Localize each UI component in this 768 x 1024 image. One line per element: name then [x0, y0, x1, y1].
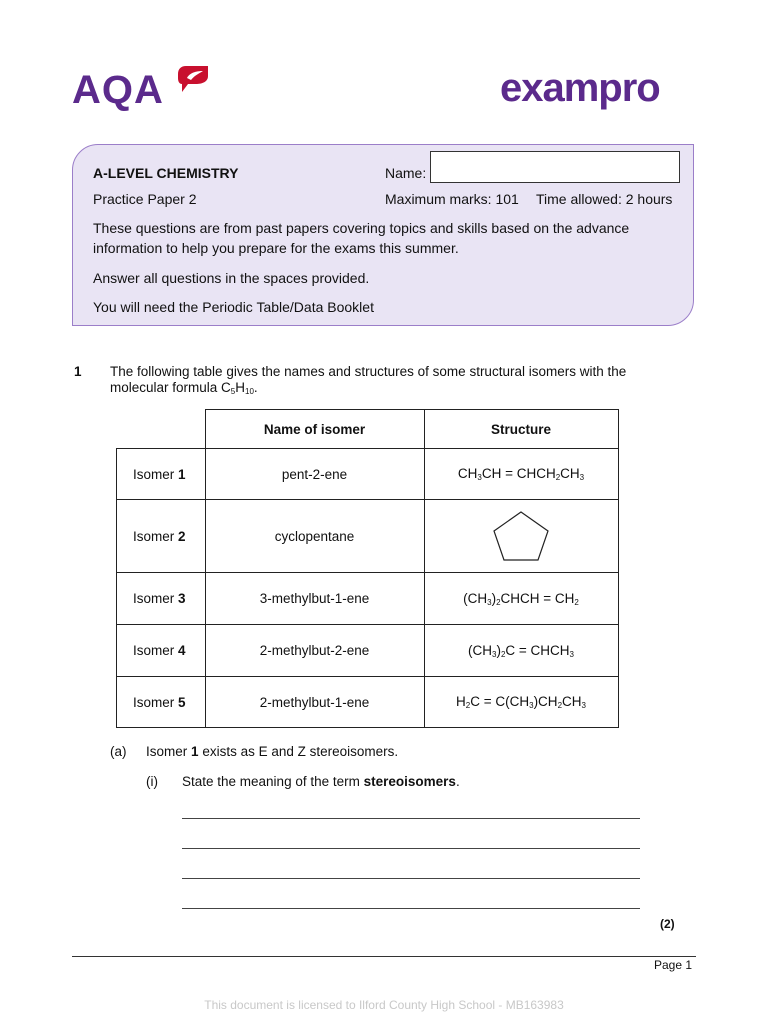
isomer-table — [116, 409, 619, 728]
isomer-structure: $(CH_3)_2C$ = $CHCH_3$ — [424, 625, 618, 677]
isomer-name: pent-2-ene — [205, 449, 424, 500]
isomer-label: Isomer 5 — [117, 677, 206, 728]
part-a-label: (a) — [110, 744, 127, 759]
part-a-text: Isomer 1 exists as E and Z stereoisomers. — [146, 744, 399, 759]
instructions-line-2: information to help you prepare for the exams this summer. — [93, 240, 459, 256]
aqa-logo-mark-icon — [178, 66, 208, 92]
isomer-label: Isomer 3 — [117, 573, 206, 625]
isomer-label: Isomer 2 — [117, 500, 206, 573]
isomer-structure: $H_2C = C(CH_3)CH_2CH_3$ — [424, 677, 618, 728]
table-row — [117, 500, 619, 573]
isomer-name: 2-methylbut-2-ene — [205, 625, 424, 677]
question-number: 1 — [74, 364, 82, 379]
question-intro — [110, 364, 690, 400]
instructions-line-1: These questions are from past papers covering topics and skills based on the advance — [93, 220, 630, 236]
table-corner — [117, 410, 206, 449]
instructions-answer: Answer all questions in the spaces provided. — [93, 270, 370, 286]
table-row — [117, 677, 619, 728]
answer-line[interactable] — [182, 848, 640, 849]
time-allowed: Time allowed: 2 hours — [536, 191, 673, 207]
paper-title: Practice Paper 2 — [93, 191, 197, 207]
footer-divider — [72, 956, 696, 957]
name-label: Name: — [385, 165, 427, 181]
marks-badge: (2) — [660, 917, 675, 931]
isomer-name: cyclopentane — [205, 500, 424, 573]
answer-line[interactable] — [182, 818, 640, 819]
subject-title: A-LEVEL CHEMISTRY — [93, 165, 239, 181]
table-row — [117, 449, 619, 500]
answer-line[interactable] — [182, 908, 640, 909]
header-name: Name of isomer — [205, 410, 424, 449]
question-intro-line-1: The following table gives the names and structures of some structural isomers with the — [110, 364, 627, 379]
answer-line[interactable] — [182, 878, 640, 879]
isomer-label: Isomer 1 — [117, 449, 206, 500]
aqa-logo-text: AQA — [72, 68, 164, 112]
header-structure: Structure — [424, 410, 618, 449]
isomer-label: Isomer 4 — [117, 625, 206, 677]
part-i-label: (i) — [146, 774, 158, 789]
isomer-structure — [424, 500, 618, 573]
isomer-name: 3-methylbut-1-ene — [205, 573, 424, 625]
isomer-structure: $CH_3CH$ = $CHCH_2CH_3$ — [424, 449, 618, 500]
aqa-logo — [72, 66, 212, 116]
page-number: Page 1 — [654, 958, 693, 972]
isomer-name: 2-methylbut-1-ene — [205, 677, 424, 728]
question-intro-line-2: molecular formula $C_5H_{10}$. — [110, 380, 258, 396]
exampro-logo: exampro — [500, 66, 660, 110]
isomer-structure: $(CH_3)_2CHCH = CH_2$ — [424, 573, 618, 625]
table-row — [117, 573, 619, 625]
table-row — [117, 625, 619, 677]
part-i-text: State the meaning of the term stereoisomers. — [182, 774, 460, 789]
license-watermark: This document is licensed to Ilford County High School - MB163983 — [204, 998, 564, 1012]
pentagon-icon — [491, 509, 551, 563]
max-marks: Maximum marks: 101 — [385, 191, 519, 207]
instructions-booklet: You will need the Periodic Table/Data Booklet — [93, 299, 374, 315]
name-input[interactable] — [430, 151, 680, 183]
